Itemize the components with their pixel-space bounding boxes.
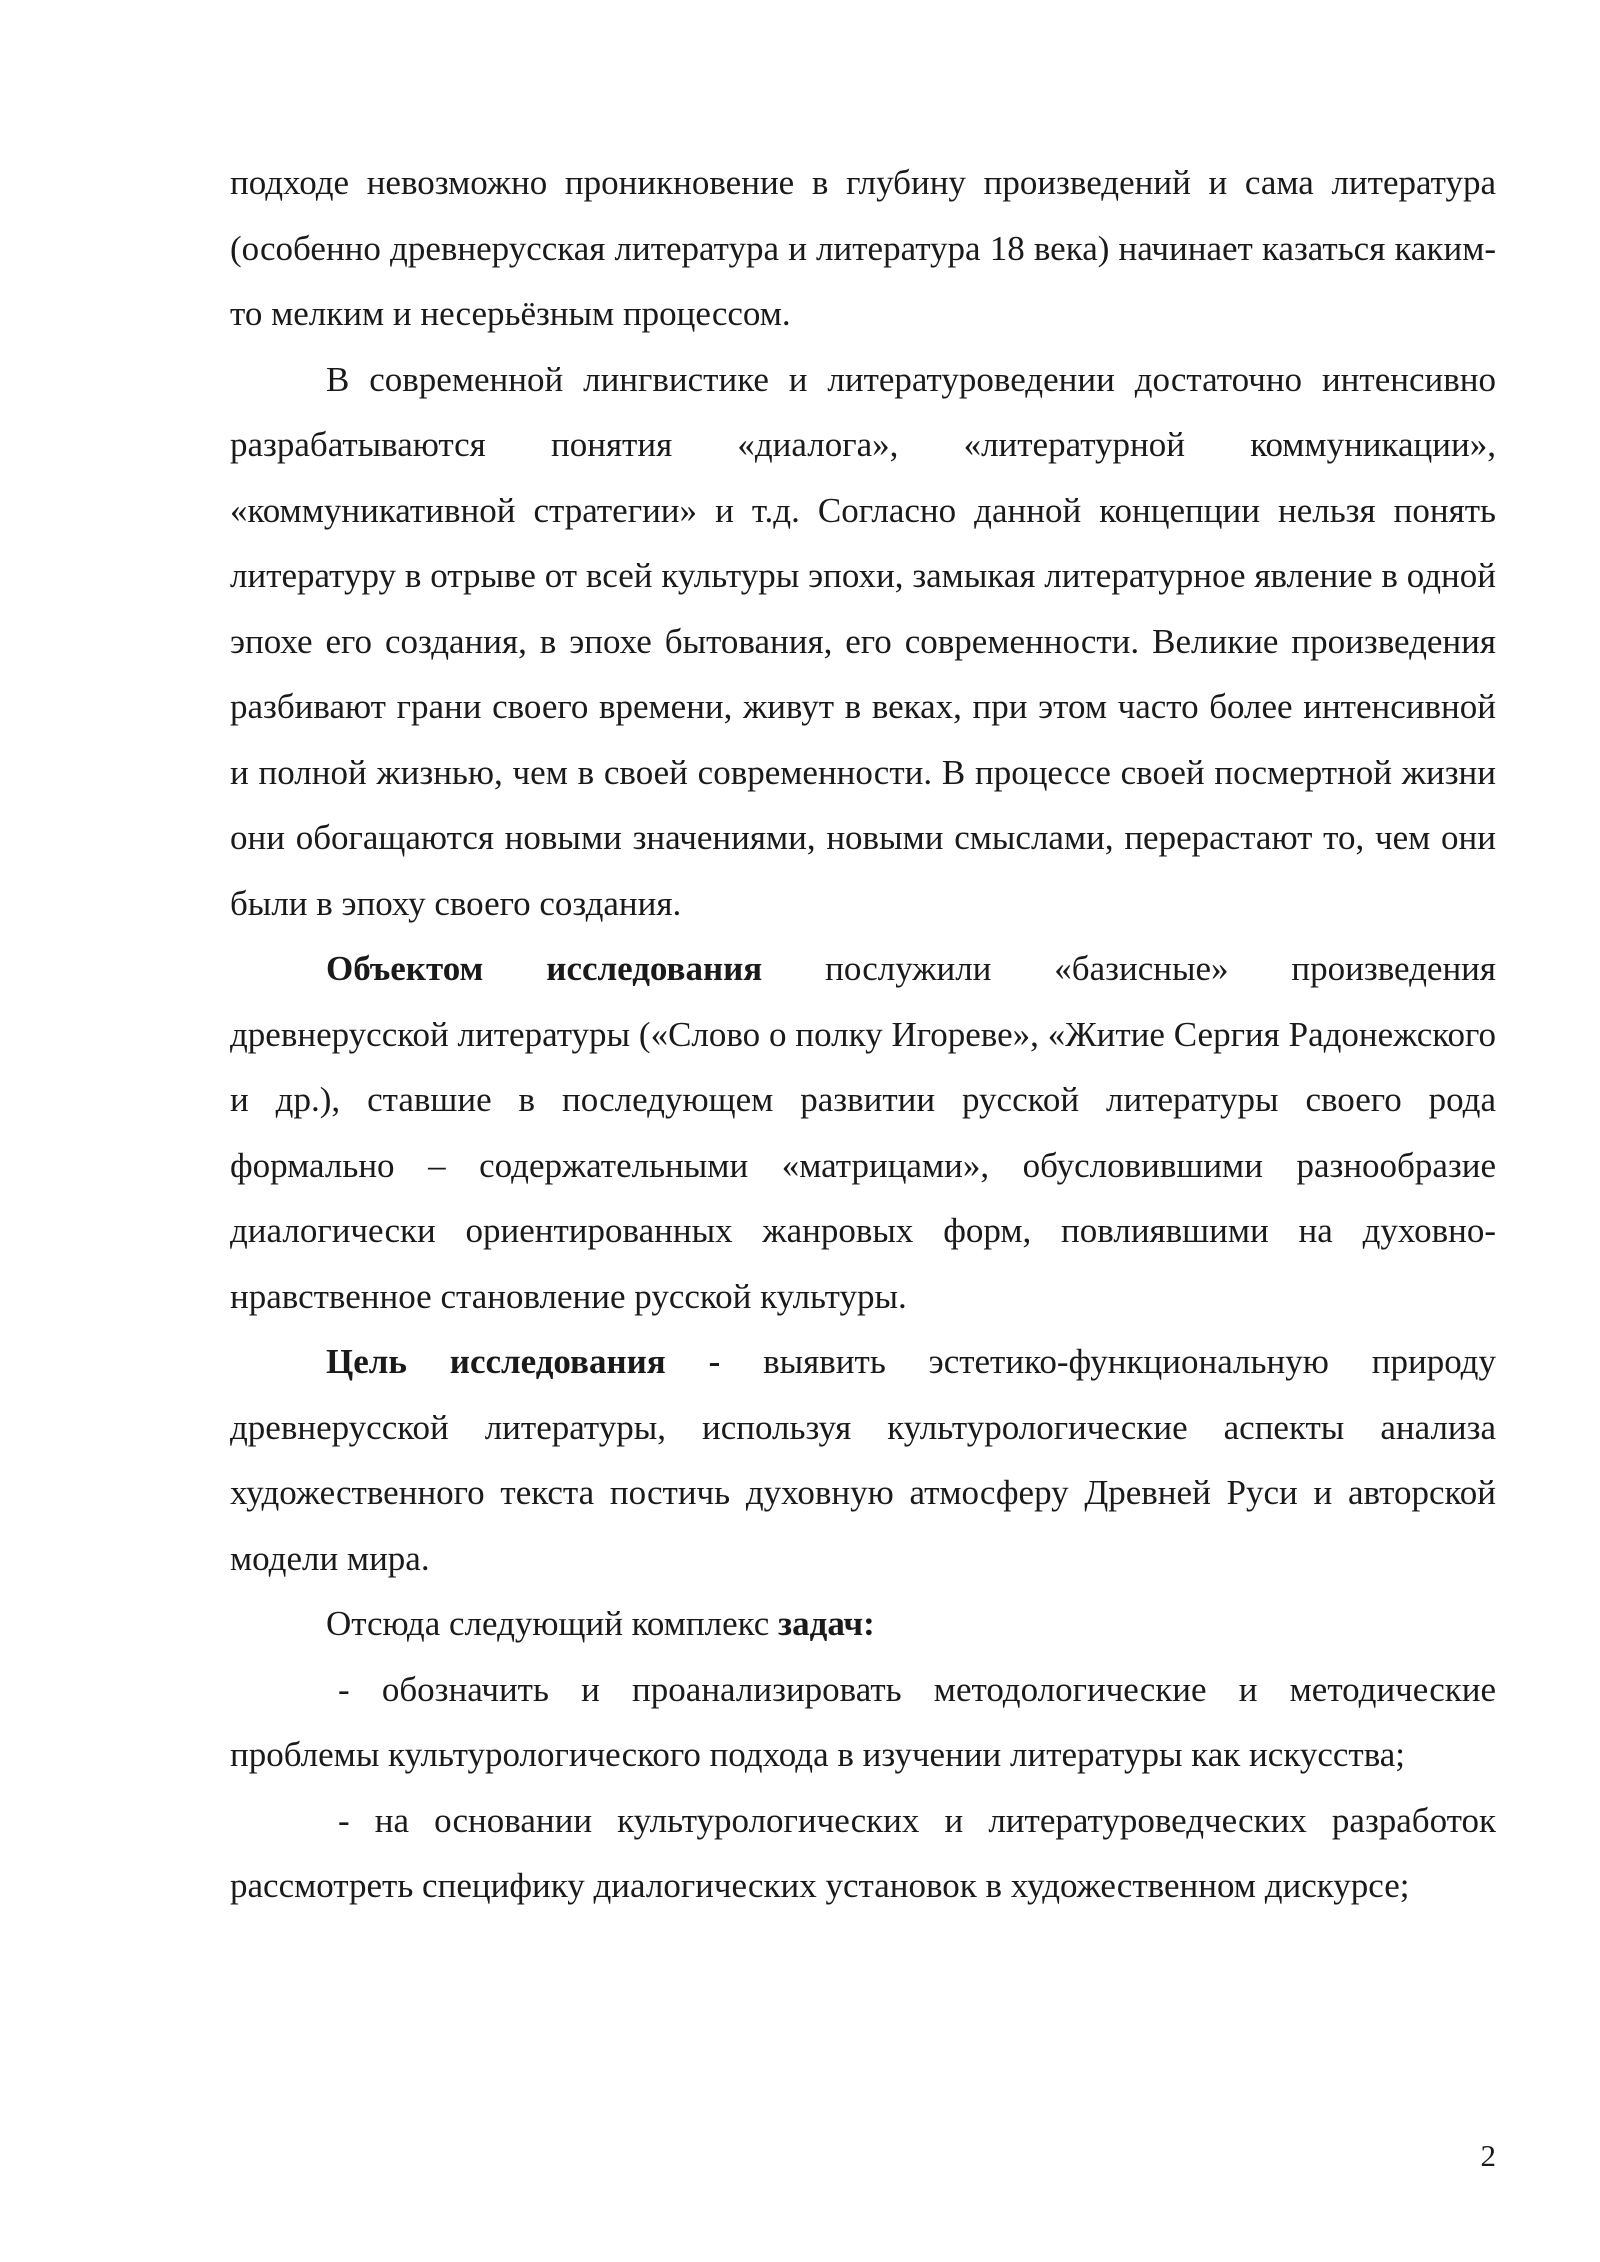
paragraph-1: подходе невозможно проникновение в глубину произведений и сама литература (особенно древнерусская литература и литература 18 века) начинает казаться каким-то мелким и несерьёзным процессом. [230, 163, 1496, 333]
object-text: послужили «базисные» произведения древнерусской литературы («Слово о полку Игореве», «Житие Сергия Радонежского и др.), ставшие в последующем развитии русской литературы своего рода формально – содержательными «матрицами», обусловившими разнообразие диалогически ориентированных жанровых форм, повлиявшими на духовно-нравственное становление русской культуры. [230, 949, 1497, 1316]
tasks-intro-text: Отсюда следующий комплекс [326, 1604, 779, 1643]
paragraph-tasks-intro [230, 1591, 1496, 1657]
goal-heading: Цель исследования - [326, 1342, 721, 1381]
page-number: 2 [1480, 2138, 1496, 2173]
goal-text: выявить эстетико-функциональную природу древнерусской литературы, используя культурологические аспекты анализа художественного текста постичь духовную атмосферу Древней Руси и авторской модели мира. [230, 1342, 1496, 1578]
paragraph-object [230, 936, 1496, 1329]
task-item-2: - на основании культурологических и литературоведческих разработок рассмотреть специфику диалогических установок в художественном дискурсе; [230, 1800, 1496, 1905]
paragraph-goal [230, 1329, 1496, 1591]
body-text [230, 150, 1496, 1919]
paragraph-2: В современной лингвистике и литературоведении достаточно интенсивно разрабатываются понятия «диалога», «литературной коммуникации», «коммуникативной стратегии» и т.д. Согласно данной концепции нельзя понять литературу в отрыве от всей культуры эпохи, замыкая литературное явление в одной эпохе его создания, в эпохе бытования, его современности. Великие произведения разбивают грани своего времени, живут в веках, при этом часто более интенсивной и полной жизнью, чем в своей современности. В процессе своей посмертной жизни они обогащаются новыми значениями, новыми смыслами, перерастают то, чем они были в эпоху своего создания. [230, 359, 1496, 923]
task-item-1: - обозначить и проанализировать методологические и методические проблемы культурологического подхода в изучении литературы как искусства; [230, 1669, 1496, 1774]
object-heading: Объектом исследования [326, 949, 763, 988]
tasks-heading: задач: [778, 1604, 875, 1643]
